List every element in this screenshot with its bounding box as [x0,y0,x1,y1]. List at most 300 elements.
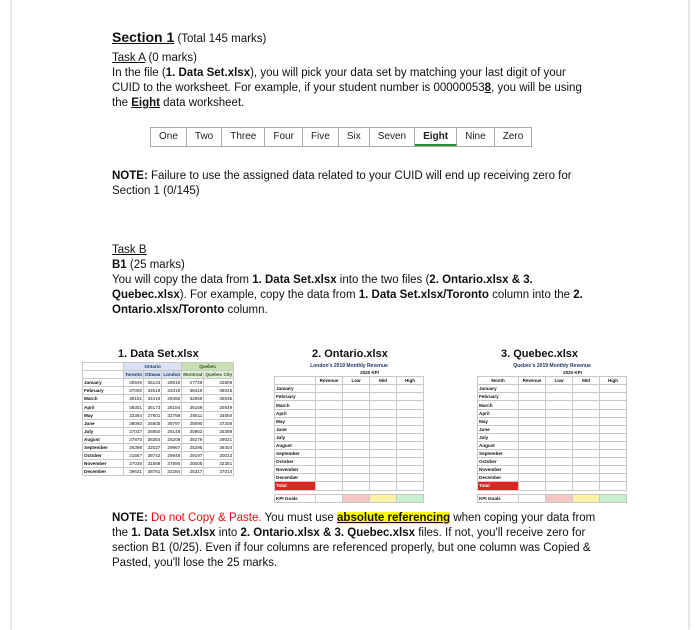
task-b-paragraph [112,273,592,318]
empty-cell [519,482,546,490]
empty-cell [546,425,573,433]
month-label: December [275,474,316,482]
table-row [83,419,234,427]
value-cell: 26850 [144,427,162,435]
month-label: April [478,409,519,417]
value-cell: 37208 [204,419,234,427]
month-label: December [478,474,519,482]
empty-cell [316,482,343,490]
document-page [12,0,688,630]
warning-text: Do not Copy & Paste. [147,512,262,524]
table-row [275,441,424,449]
worksheet-tabs [150,127,532,147]
empty-cell [343,425,370,433]
value-cell: 35123 [144,379,162,387]
value-cell: 29455 [162,395,182,403]
month-label: December [83,468,124,476]
empty-cell [343,466,370,474]
empty-cell [343,474,370,482]
tab-three[interactable]: Three [222,128,265,146]
empty-cell [519,393,546,401]
month-label: September [83,443,124,451]
empty-cell [546,441,573,449]
empty-cell [600,441,627,449]
empty-cell [546,409,573,417]
empty-cell [573,433,600,441]
month-label: February [275,393,316,401]
dataset-sheet [82,362,234,476]
tab-eight[interactable]: Eight [415,128,457,146]
empty-cell [370,450,397,458]
value-cell: 37014 [204,468,234,476]
month-label: November [275,466,316,474]
table-row [478,393,627,401]
empty-cell [546,401,573,409]
empty-cell [397,385,424,393]
empty-cell [573,466,600,474]
empty-cell [343,458,370,466]
empty-cell [519,433,546,441]
ontario-sheet [274,362,424,503]
task-b-marks: (25 marks) [126,259,185,271]
section-heading [112,30,592,47]
empty-cell [397,417,424,425]
empty-cell [600,450,627,458]
month-label: July [478,433,519,441]
empty-cell [397,409,424,417]
empty-cell [343,482,370,490]
highlighted-term: absolute referencing [337,512,451,524]
table-row [275,385,424,393]
text-run: into the two files ( [336,274,430,286]
text-run: , you will be using the [112,82,582,109]
empty-cell [600,425,627,433]
value-cell: 26398 [124,443,144,451]
tab-five[interactable]: Five [303,128,339,146]
value-cell: 35535 [204,395,234,403]
task-a-paragraph [112,66,592,111]
file-name: 1. Data Set.xlsx [131,527,216,539]
value-cell: 29021 [204,435,234,443]
value-cell: 38419 [182,387,204,395]
table-row [478,458,627,466]
empty-cell [397,441,424,449]
empty-cell [370,417,397,425]
empty-cell [343,441,370,449]
empty-cell [600,385,627,393]
empty-cell [316,433,343,441]
value-cell: 28819 [162,379,182,387]
task-a-title: Task A [112,52,146,64]
empty-cell [316,385,343,393]
ontario-table [274,362,424,503]
kpi-high-cell [397,494,424,502]
table-row [478,425,627,433]
empty-cell [600,466,627,474]
value-cell: 25649 [204,403,234,411]
figure-title-ontario: 2. Ontario.xlsx [312,348,388,360]
empty-cell [519,401,546,409]
text-run: ). For example, copy the data from [179,289,359,301]
empty-cell [397,474,424,482]
empty-cell [343,393,370,401]
empty-cell [370,433,397,441]
empty-cell [600,401,627,409]
quebec-kpi-sub: 2020 KPI [563,370,582,376]
table-row [478,417,627,425]
blank-cell [478,369,519,377]
empty-cell [316,450,343,458]
note-2 [112,511,597,571]
empty-cell [519,417,546,425]
empty-cell [519,450,546,458]
month-label: August [478,441,519,449]
empty-cell [600,409,627,417]
value-cell: 25505 [144,419,162,427]
empty-cell [343,450,370,458]
month-label: April [275,409,316,417]
col-mid: Mid [370,377,397,385]
empty-cell [316,417,343,425]
file-name: 1. Data Set.xlsx [252,274,337,286]
empty-cell [600,458,627,466]
empty-cell [519,385,546,393]
empty-cell [397,458,424,466]
quebec-sheet-title: Quebec's 2019 Monthly Revenue [513,362,591,369]
empty-cell [370,409,397,417]
value-cell: 34650 [204,411,234,419]
month-label: February [478,393,519,401]
note-label: NOTE: [112,512,148,524]
empty-cell [316,458,343,466]
tab-two[interactable]: Two [187,128,222,146]
empty-cell [573,474,600,482]
empty-cell [573,441,600,449]
empty-cell [316,425,343,433]
file-name: 2. Ontario.xlsx & 3. Quebec.xlsx [112,274,533,301]
total-label: Total [478,482,519,490]
quebec-rows [478,385,627,482]
table-row [83,443,234,451]
table-row [275,417,424,425]
table-row [478,450,627,458]
table-row [83,452,234,460]
empty-cell [519,466,546,474]
value-cell: 32351 [204,460,234,468]
empty-cell [573,458,600,466]
value-cell: 38151 [124,395,144,403]
value-cell: 33364 [124,411,144,419]
value-cell: 30962 [182,427,204,435]
text-run: column. [224,304,268,316]
month-label: August [275,441,316,449]
empty-cell [316,401,343,409]
table-row [275,425,424,433]
col-revenue: Revenue [316,377,343,385]
blank-cell [275,377,316,385]
month-label: July [275,433,316,441]
empty-cell [519,494,546,502]
empty-cell [370,401,397,409]
value-cell: 30023 [204,452,234,460]
month-label: February [83,387,124,395]
value-cell: 38060 [124,419,144,427]
empty-cell [370,482,397,490]
city-quebec: Quebec City [205,372,233,378]
note-label: NOTE: [112,170,148,182]
table-row [478,409,627,417]
total-label: Total [275,482,316,490]
table-row [275,474,424,482]
tab-nine[interactable]: Nine [457,128,495,146]
ontario-kpi-sub: 2020 KPI [360,370,379,376]
group-header-quebec: Quebec [182,363,234,371]
empty-cell [573,393,600,401]
empty-cell [600,482,627,490]
value-cell: 25090 [182,419,204,427]
empty-cell [600,393,627,401]
empty-cell [397,433,424,441]
empty-cell [600,474,627,482]
month-label: July [83,427,124,435]
task-a-marks: (0 marks) [148,52,198,64]
empty-cell [573,425,600,433]
file-name: 1. Data Set.xlsx [165,67,251,79]
empty-cell [519,474,546,482]
month-label: April [83,403,124,411]
table-row [478,466,627,474]
value-cell: 39631 [124,468,144,476]
table-row [275,466,424,474]
empty-cell [397,401,424,409]
value-cell: 34419 [144,395,162,403]
dataset-table [82,362,234,476]
empty-cell [546,393,573,401]
city-london: London [163,372,181,378]
table-row [275,409,424,417]
month-label: June [83,419,124,427]
empty-cell [397,482,424,490]
value-cell: 27729 [182,379,204,387]
empty-cell [397,425,424,433]
ontario-sheet-title: London's 2019 Monthly Revenue [310,362,388,369]
text-run: when coping your data from the [112,512,596,539]
text-run: into [215,527,241,539]
value-cell: 27801 [144,411,162,419]
month-label: October [275,458,316,466]
table-row [478,474,627,482]
text-run: files. If not, you'll receive zero for section B1 (0/25). Even if four columns are referenced properly, but one column was Copied & Pasted, you'll lose the 25 marks. [112,527,591,569]
month-label: September [478,450,519,458]
table-row [83,395,234,403]
blank-cell [275,369,316,377]
tab-six[interactable]: Six [339,128,370,146]
empty-cell [519,441,546,449]
table-row [83,435,234,443]
dataset-rows [83,379,234,476]
month-label: October [478,458,519,466]
tab-seven[interactable]: Seven [370,128,415,146]
col-low: Low [343,377,370,385]
value-cell: 26148 [162,427,182,435]
empty-cell [343,409,370,417]
month-label: May [275,417,316,425]
table-row [83,379,234,387]
month-label: August [83,435,124,443]
month-label: January [478,385,519,393]
empty-cell [397,393,424,401]
tab-one[interactable]: One [151,128,187,146]
month-label: January [83,379,124,387]
month-label: September [275,450,316,458]
blank-cell [83,371,124,379]
figure-title-dataset: 1. Data Set.xlsx [118,348,199,360]
tab-zero[interactable]: Zero [502,131,524,142]
empty-cell [573,401,600,409]
value-cell: 31567 [124,452,144,460]
value-cell: 37000 [124,387,144,395]
empty-cell [316,409,343,417]
value-cell: 32808 [204,379,234,387]
value-cell: 28184 [162,403,182,411]
empty-cell [573,482,600,490]
empty-cell [316,441,343,449]
table-row [83,411,234,419]
table-row [275,401,424,409]
table-row [275,433,424,441]
value-cell: 28511 [182,411,204,419]
table-row [275,458,424,466]
month-label: January [275,385,316,393]
quebec-sheet [477,362,627,503]
group-header-ontario: Ontario [124,363,182,371]
value-cell: 38025 [204,387,234,395]
value-cell: 36301 [124,403,144,411]
empty-cell [600,417,627,425]
table-row [83,387,234,395]
empty-cell [546,450,573,458]
empty-cell [519,425,546,433]
city-toronto: Toronto [125,372,143,378]
text-run: column into the [488,289,574,301]
value-cell: 29948 [162,452,182,460]
worksheet-name: Eight [131,97,160,109]
empty-cell [546,474,573,482]
table-row [83,460,234,468]
text-run: You will copy the data from [112,274,253,286]
table-row [478,441,627,449]
empty-cell [370,474,397,482]
text-run: You must use [261,512,338,524]
blank-cell [83,363,124,371]
kpi-mid-cell [370,494,397,502]
ontario-rows [275,385,424,482]
empty-cell [519,409,546,417]
kpi-label: KPI Goals [275,494,316,502]
table-row [275,450,424,458]
value-cell: 38742 [144,452,162,460]
value-cell: 32284 [162,468,182,476]
empty-cell [343,433,370,441]
empty-cell [397,466,424,474]
empty-cell [370,385,397,393]
value-cell: 36173 [144,403,162,411]
empty-cell [573,417,600,425]
empty-cell [600,433,627,441]
value-cell: 29197 [182,452,204,460]
value-cell: 35159 [182,403,204,411]
empty-cell [546,466,573,474]
value-cell: 37890 [162,460,182,468]
city-ottawa: Ottawa [145,372,161,378]
empty-cell [343,401,370,409]
value-cell: 25295 [182,443,204,451]
value-cell: 36404 [204,443,234,451]
empty-cell [546,417,573,425]
task-b-title: Task B [112,244,147,256]
empty-cell [546,482,573,490]
file-name: 2. Ontario.xlsx/Toronto [112,289,583,316]
empty-cell [573,385,600,393]
empty-cell [316,466,343,474]
note-text: Failure to use the assigned data related to your CUID will end up receiving zero for Section 1 (0/145) [112,170,572,197]
table-row [478,401,627,409]
tab-four[interactable]: Four [265,128,303,146]
month-label: May [83,411,124,419]
note-1 [112,169,592,199]
month-label: May [478,417,519,425]
empty-cell [546,385,573,393]
kpi-label: KPI Goals [478,494,519,502]
empty-cell [370,466,397,474]
file-name: 1. Data Set.xlsx/Toronto [358,289,489,301]
empty-cell [370,458,397,466]
section-marks: (Total 145 marks) [177,33,267,45]
value-cell: 38354 [144,435,162,443]
empty-cell [573,409,600,417]
value-cell: 37870 [124,435,144,443]
kpi-high-cell [600,494,627,502]
value-cell: 25317 [182,468,204,476]
task-b-sub: B1 [112,259,127,271]
value-cell: 25005 [182,460,204,468]
col-mid: Mid [573,377,600,385]
text-run: In the file ( [112,67,166,79]
table-row [478,385,627,393]
month-label: October [83,452,124,460]
col-revenue: Revenue [519,377,546,385]
table-row [478,433,627,441]
empty-cell [397,450,424,458]
quebec-table [477,362,627,503]
value-cell: 32566 [182,395,204,403]
value-cell: 36797 [162,419,182,427]
month-label: March [83,395,124,403]
text-run: data worksheet. [159,97,245,109]
value-cell: 25208 [162,435,182,443]
file-name: 2. Ontario.xlsx & 3. Quebec.xlsx [240,527,416,539]
empty-cell [343,417,370,425]
month-label: March [275,401,316,409]
col-high: High [600,377,627,385]
value-cell: 30946 [124,379,144,387]
col-high: High [397,377,424,385]
value-cell: 27026 [124,460,144,468]
table-row [83,468,234,476]
empty-cell [546,458,573,466]
empty-cell [370,441,397,449]
value-cell: 31598 [144,460,162,468]
